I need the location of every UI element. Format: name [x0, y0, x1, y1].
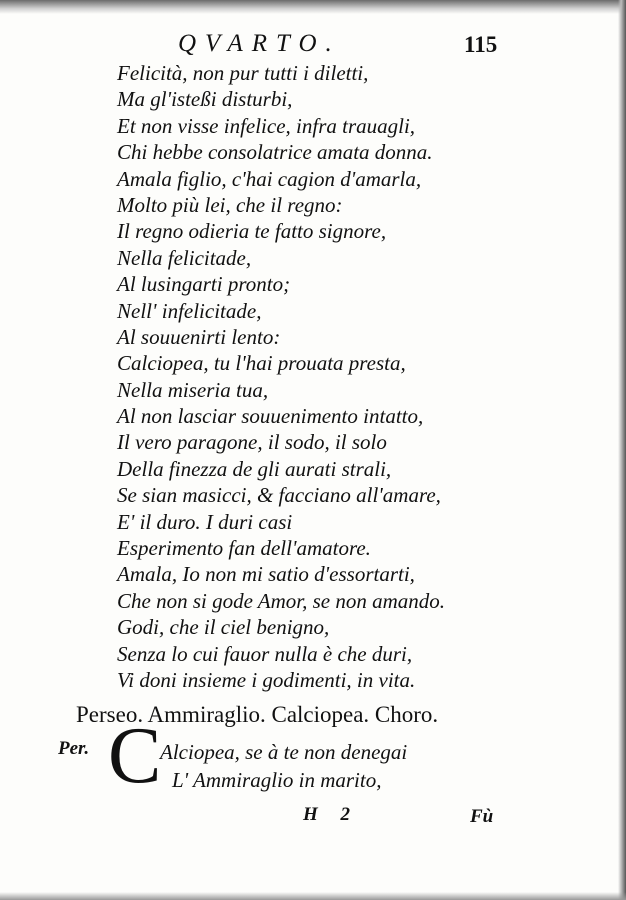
verse-line: Il vero paragone, il sodo, il solo [117, 430, 387, 455]
verse-line: Felicità, non pur tutti i diletti, [117, 61, 369, 85]
verse-line: Vi doni insieme i godimenti, in vita. [117, 667, 416, 692]
verse-line: Amala, Io non mi satio d'essortarti, [117, 562, 415, 587]
verse-line: Al souuenirti lento: [117, 324, 281, 349]
verse-line: Al non lasciar souuenimento intatto, [117, 404, 424, 429]
signature-mark: H 2 [303, 804, 351, 825]
running-head: QVARTO. [178, 30, 341, 57]
verse-line: Nell' infelicitade, [117, 298, 262, 323]
verse-line: Ma gl'isteßi disturbi, [117, 87, 293, 112]
page-edge-shadow-bottom [0, 892, 626, 900]
catchword: Fù [470, 806, 494, 827]
drop-cap: C [108, 712, 162, 800]
scene-cast-heading: Perseo. Ammiraglio. Calciopea. Choro. [76, 702, 439, 727]
verse-line: Calciopea, tu l'hai prouata presta, [117, 351, 406, 376]
verse-line: Nella felicitade, [117, 245, 252, 270]
verse-line: E' il duro. I duri casi [117, 509, 293, 534]
verse-block [117, 60, 445, 693]
page-edge-shadow-top [0, 0, 626, 14]
speech-line: L' Ammiraglio in marito, [172, 768, 382, 792]
verse-line: Molto più lei, che il regno: [117, 192, 343, 217]
verse-line: Et non visse infelice, infra trauagli, [117, 113, 416, 138]
verse-line: Che non si gode Amor, se non amando. [117, 588, 446, 613]
verse-line: Il regno odieria te fatto signore, [117, 219, 387, 244]
verse-line: Nella miseria tua, [117, 377, 269, 402]
verse-line: Chi hebbe consolatrice amata donna. [117, 140, 433, 165]
verse-line: Godi, che il ciel benigno, [117, 615, 330, 640]
verse-line: Se sian masicci, & facciano all'amare, [117, 483, 441, 508]
speech-line: Alciopea, se à te non denegai [160, 740, 408, 764]
page-number: 115 [464, 32, 498, 57]
page-edge-shadow-right [618, 0, 626, 900]
verse-line: Senza lo cui fauor nulla è che duri, [117, 641, 413, 666]
verse-line: Al lusingarti pronto; [117, 272, 291, 297]
verse-line: Della finezza de gli aurati strali, [117, 456, 392, 481]
verse-line: Amala figlio, c'hai cagion d'amarla, [117, 166, 422, 191]
verse-line: Esperimento fan dell'amatore. [117, 536, 371, 561]
speaker-label: Per. [58, 738, 90, 759]
